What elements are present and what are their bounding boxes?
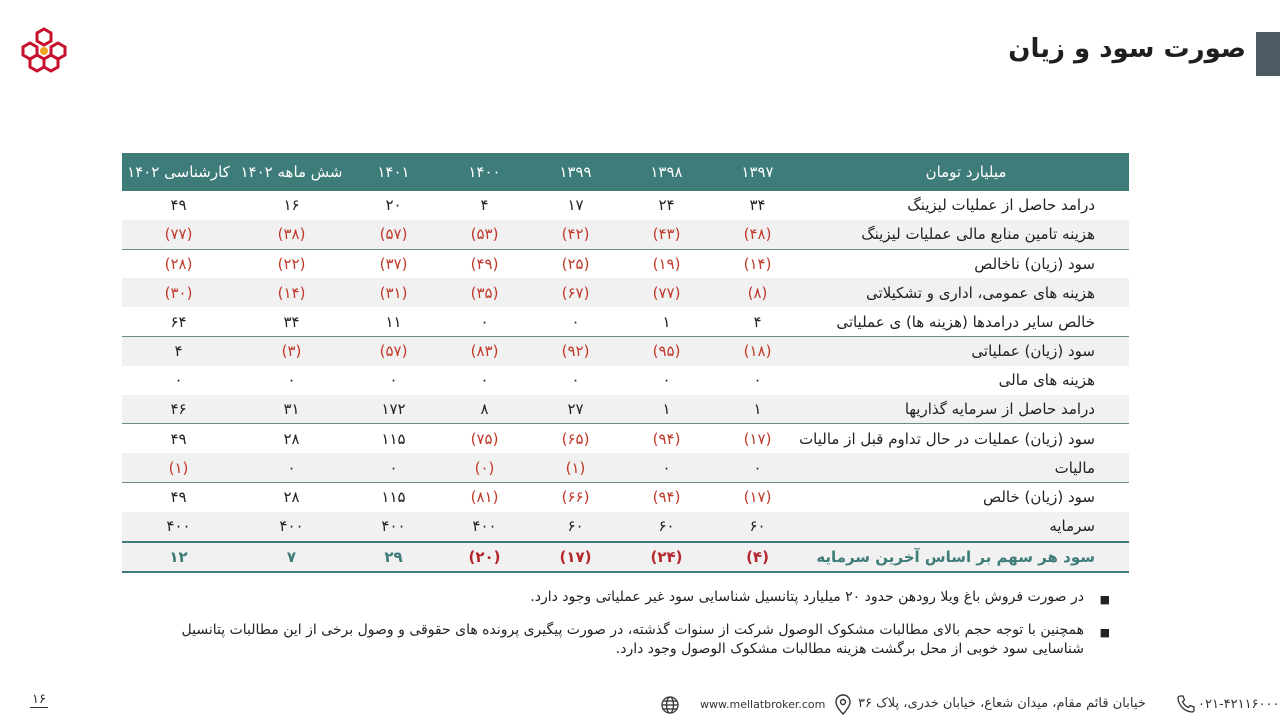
table-cell: (۰): [439, 453, 530, 482]
table-cell: (۶۶): [530, 482, 621, 511]
note-item: [160, 588, 1110, 607]
table-cell: (۱): [122, 453, 235, 482]
table-cell: ۰: [480, 371, 489, 390]
row-label: سود هر سهم بر اساس آخرین سرمایه: [803, 542, 1129, 573]
table-cell: (۲۰): [439, 542, 530, 573]
table-cell: ۰: [712, 453, 803, 482]
row-label: مالیات: [803, 453, 1129, 482]
table-cell: (۱۷): [712, 482, 803, 511]
header-year: ۱۳۹۸: [621, 153, 712, 191]
table-row: [122, 336, 1129, 365]
table-cell: (۱۷): [530, 542, 621, 573]
table-cell: ۰: [287, 371, 296, 390]
note-item: [160, 621, 1110, 659]
table-row: [122, 512, 1129, 542]
table-cell: ۲۴: [658, 196, 675, 215]
table-cell: (۸۳): [439, 336, 530, 365]
table-cell: ۳۴: [283, 312, 300, 331]
table-cell: (۵۷): [348, 336, 439, 365]
title-accent-bar: [1256, 32, 1280, 76]
table-row: [122, 424, 1129, 453]
table-cell: (۱۹): [621, 249, 712, 278]
table-cell: (۲۴): [621, 542, 712, 573]
table-cell: ۶۰: [621, 512, 712, 542]
header-year: کارشناسی ۱۴۰۲: [122, 153, 235, 191]
table-cell: ۴: [480, 196, 489, 215]
table-cell: (۳۱): [348, 278, 439, 307]
footer: [0, 690, 1280, 720]
company-logo-icon: [20, 26, 68, 74]
table-cell: (۸): [712, 278, 803, 307]
table-row: [122, 366, 1129, 395]
table-cell: ۳۱: [235, 395, 348, 424]
table-cell: (۹۲): [530, 336, 621, 365]
table-cell: ۰: [348, 453, 439, 482]
table-cell: (۹۴): [621, 482, 712, 511]
table-cell: (۴۹): [439, 249, 530, 278]
table-cell: (۴۳): [621, 220, 712, 249]
table-cell: ۰: [571, 371, 580, 390]
table-header-row: [122, 153, 1129, 191]
address-text: خیابان قائم مقام، میدان شعاع، خیابان خدری، پلاک ۳۶: [858, 696, 1146, 711]
table-cell: (۲۲): [235, 249, 348, 278]
table-cell: ۱: [712, 395, 803, 424]
table-cell: ۴۹: [170, 196, 187, 215]
row-label: خالص سایر درامدها (هزینه ها) ی عملیاتی: [836, 312, 1095, 331]
row-label: هزینه های مالی: [998, 371, 1095, 390]
table-cell: (۶۵): [530, 424, 621, 453]
header-year: ۱۳۹۹: [530, 153, 621, 191]
row-label: سود (زیان) عملیات در حال تداوم قبل از مالیات: [803, 424, 1129, 453]
income-statement-table: [122, 153, 1129, 573]
table-cell: (۷۷): [621, 278, 712, 307]
table-cell: (۳۸): [235, 220, 348, 249]
table-row: [122, 307, 1129, 336]
table-cell: ۰: [571, 312, 580, 331]
table-row: [122, 220, 1129, 249]
table-cell: ۰: [753, 371, 762, 390]
table-cell: ۱۷۲: [348, 395, 439, 424]
table-cell: ۱: [621, 395, 712, 424]
table-cell: ۶۴: [170, 312, 187, 331]
table-cell: (۷۷): [122, 220, 235, 249]
table-cell: ۰: [235, 453, 348, 482]
table-cell: ۲۸: [235, 482, 348, 511]
bullet-icon: ■: [1099, 593, 1110, 606]
table-cell: (۴۲): [530, 220, 621, 249]
table-cell: ۸: [439, 395, 530, 424]
table-cell: (۴): [712, 542, 803, 573]
table-cell: ۶۰: [712, 512, 803, 542]
table-cell: ۰: [480, 312, 489, 331]
header-year: شش ماهه ۱۴۰۲: [235, 153, 348, 191]
table-cell: ۰: [621, 453, 712, 482]
row-label: سود (زیان) عملیاتی: [803, 336, 1129, 365]
table-cell: ۱۷: [567, 196, 584, 215]
table-cell: ۱۱۵: [348, 482, 439, 511]
table-cell: (۳): [235, 336, 348, 365]
table-cell: ۲۸: [235, 424, 348, 453]
table-cell: (۴۸): [712, 220, 803, 249]
page-number: ۱۶: [32, 692, 46, 707]
bullet-icon: ■: [1099, 626, 1110, 639]
row-label: سود (زیان) خالص: [803, 482, 1129, 511]
table-cell: ۴۰۰: [348, 512, 439, 542]
table-cell: ۱۶: [283, 196, 300, 215]
table-cell: (۱۴): [235, 278, 348, 307]
table-cell: (۶۷): [530, 278, 621, 307]
table-cell: ۲۹: [348, 542, 439, 573]
location-pin-icon: [834, 694, 852, 716]
notes-list: [160, 588, 1110, 673]
table-cell: (۵۷): [348, 220, 439, 249]
table-cell: (۸۱): [439, 482, 530, 511]
table-cell: (۲۵): [530, 249, 621, 278]
header-year: ۱۳۹۷: [712, 153, 803, 191]
table-cell: ۳۴: [749, 196, 766, 215]
website-link[interactable]: www.mellatbroker.com: [700, 698, 826, 711]
table-cell: ۴: [753, 312, 762, 331]
phone-number: ۰۲۱-۴۲۱۱۶۰۰۰: [1198, 697, 1280, 712]
table-cell: ۶۰: [530, 512, 621, 542]
table-row: [122, 191, 1129, 220]
table-cell: ۱۱۵: [348, 424, 439, 453]
table-cell: (۲۸): [122, 249, 235, 278]
table-row: [122, 482, 1129, 511]
table-cell: (۳۵): [439, 278, 530, 307]
table-cell: ۲۷: [530, 395, 621, 424]
header-year: ۱۴۰۰: [439, 153, 530, 191]
table-cell: ۰: [662, 371, 671, 390]
table-cell: (۵۳): [439, 220, 530, 249]
table-row: [122, 395, 1129, 424]
table-row: [122, 453, 1129, 482]
page-title: صورت سود و زیان: [1008, 34, 1246, 64]
header-year: ۱۴۰۱: [348, 153, 439, 191]
table-cell: ۴: [122, 336, 235, 365]
table-cell: (۹۴): [621, 424, 712, 453]
table-cell: ۴۹: [122, 424, 235, 453]
header-unit: میلیارد تومان: [803, 153, 1129, 191]
table-cell: ۴۰۰: [439, 512, 530, 542]
table-cell: ۴۰۰: [235, 512, 348, 542]
table-cell: (۳۰): [122, 278, 235, 307]
table-row: [122, 542, 1129, 573]
table-cell: (۱۴): [712, 249, 803, 278]
table-cell: ۰: [389, 371, 398, 390]
row-label: سود (زیان) ناخالص: [803, 249, 1129, 278]
table-cell: ۰: [174, 371, 183, 390]
phone-icon: [1176, 694, 1196, 714]
table-cell: ۱۱: [385, 312, 402, 331]
table-cell: (۱۸): [712, 336, 803, 365]
table-cell: ۴۰۰: [122, 512, 235, 542]
note-text: در صورت فروش باغ ویلا رودهن حدود ۲۰ میلیارد پتانسیل شناسایی سود غیر عملیاتی وجود دارد.: [530, 589, 1084, 605]
row-label: هزینه تامین منابع مالی عملیات لیزینگ: [803, 220, 1129, 249]
table-cell: ۴۹: [122, 482, 235, 511]
row-label: درامد حاصل از سرمایه گذاریها: [803, 395, 1129, 424]
table-cell: (۳۷): [348, 249, 439, 278]
table-cell: ۷: [235, 542, 348, 573]
table-row: [122, 249, 1129, 278]
row-label: درامد حاصل از عملیات لیزینگ: [907, 196, 1095, 215]
table-cell: ۲۰: [385, 196, 402, 215]
table-cell: ۱۲: [122, 542, 235, 573]
globe-icon: [660, 695, 680, 715]
table-cell: (۱): [530, 453, 621, 482]
row-label: سرمایه: [803, 512, 1129, 542]
table-cell: ۱: [662, 312, 671, 331]
note-text: همچنین با توجه حجم بالای مطالبات مشکوک الوصول شرکت از سنوات گذشته، در صورت پیگیری پرونده های حقوقی و وصول برخی از این مطالبات پتانسیل شناسایی سود خوبی از محل برگشت هزینه مطالبات مشکوک الوصول وجود دارد.: [181, 622, 1084, 657]
table-row: [122, 278, 1129, 307]
table-cell: (۷۵): [439, 424, 530, 453]
table-cell: ۴۶: [122, 395, 235, 424]
table-cell: (۹۵): [621, 336, 712, 365]
row-label: هزینه های عمومی، اداری و تشکیلاتی: [803, 278, 1129, 307]
table-cell: (۱۷): [712, 424, 803, 453]
